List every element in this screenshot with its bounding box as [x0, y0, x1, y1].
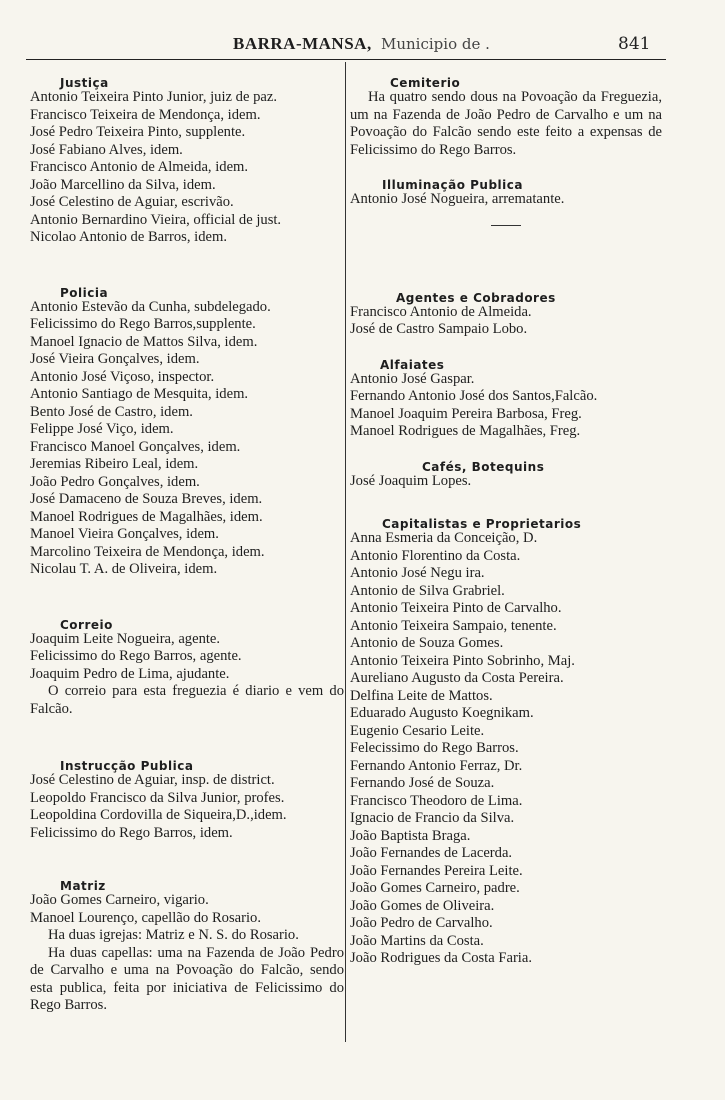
section-list — [30, 89, 344, 247]
list-item: Fernando Antonio José dos Santos,Falcão. — [350, 388, 598, 404]
list-item: José Celestino de Aguiar, escrivão. — [30, 194, 234, 210]
section-heading: Matriz — [60, 879, 106, 893]
list-item: Antonio José Gaspar. — [350, 370, 475, 387]
list-item: João Baptista Braga. — [350, 827, 471, 844]
section-note: Ha duas igrejas: Matriz e N. S. do Rosario. — [48, 927, 299, 943]
section-note: O correio para esta freguezia é diario e vem do Falcão. — [30, 683, 344, 717]
list-item: Delfina Leite de Mattos. — [350, 687, 493, 704]
list-item: João Gomes Carneiro, padre. — [350, 880, 520, 896]
section-list — [30, 631, 344, 684]
list-item: Francisco Antonio de Almeida, idem. — [30, 159, 249, 175]
list-item: José Celestino de Aguiar, insp. de district. — [30, 772, 275, 788]
list-item: Antonio José Nogueira, arrematante. — [350, 191, 565, 207]
section-heading: Correio — [60, 617, 113, 632]
section-cemiterio — [350, 73, 662, 159]
section-heading: Cafés, Botequins — [422, 459, 545, 474]
section-note: Ha quatro sendo dous na Povoação da Freguezia, um na Fazenda de João Pedro de Carvalho e um na Povoação do Falcão sendo este feito a expensas de Felicissimo do Rego Barros. — [350, 89, 662, 158]
list-item: Fernando José de Souza. — [350, 775, 495, 791]
section-list — [350, 191, 662, 209]
section-alfaiates — [350, 355, 662, 441]
list-item: José Joaquim Lopes. — [350, 472, 472, 489]
list-item: Felippe José Viço, idem. — [30, 421, 174, 437]
list-item: José Pedro Teixeira Pinto, supplente. — [30, 124, 246, 140]
section-heading: Capitalistas e Proprietarios — [382, 517, 582, 531]
section-iluminacao — [350, 175, 662, 209]
list-item: João Pedro de Carvalho. — [350, 915, 493, 931]
section-policia — [30, 283, 344, 579]
list-item: Felicissimo do Rego Barros,supplente. — [30, 316, 256, 332]
section-cafes — [350, 457, 662, 491]
list-item: Antonio José Viçoso, inspector. — [30, 368, 215, 385]
list-item: Manoel Rodrigues de Magalhães, idem. — [30, 508, 263, 525]
list-item: Felicissimo do Rego Barros, agente. — [30, 648, 242, 664]
list-item: Eduarado Augusto Koegnikam. — [350, 705, 534, 721]
list-item: José de Castro Sampaio Lobo. — [350, 321, 528, 337]
right-column — [350, 64, 662, 968]
list-item: Anna Esmeria da Conceição, D. — [350, 530, 538, 546]
list-item: Antonio Teixeira Sampaio, tenente. — [350, 617, 557, 634]
list-item: Joaquim Leite Nogueira, agente. — [30, 630, 221, 647]
list-item: Francisco Antonio de Almeida. — [350, 303, 532, 320]
list-item: Nicolau T. A. de Oliveira, idem. — [30, 561, 218, 577]
section-list — [30, 892, 344, 927]
section-list — [350, 530, 662, 968]
section-justica — [30, 73, 344, 247]
list-item: José Damaceno de Souza Breves, idem. — [30, 491, 263, 507]
header-rule — [26, 59, 666, 60]
list-item: Francisco Teixeira de Mendonça, idem. — [30, 106, 261, 123]
list-item: Manoel Lourenço, capellão do Rosario. — [30, 909, 261, 926]
list-item: Jeremias Ribeiro Leal, idem. — [30, 456, 199, 472]
list-item: Manoel Joaquim Pereira Barbosa, Freg. — [350, 405, 582, 422]
section-heading: Justiça — [60, 76, 109, 90]
page-header — [0, 34, 725, 56]
list-item: Manoel Vieira Gonçalves, idem. — [30, 526, 219, 542]
list-item: João Martins da Costa. — [350, 932, 484, 949]
list-item: Antonio Florentino da Costa. — [350, 547, 521, 564]
list-item: João Fernandes de Lacerda. — [350, 845, 513, 861]
list-item: Manoel Ignacio de Mattos Silva, idem. — [30, 333, 258, 350]
list-item: Antonio Teixeira Pinto de Carvalho. — [350, 600, 562, 616]
list-item: Antonio José Negu ira. — [350, 565, 485, 581]
list-item: Antonio Estevão da Cunha, subdelegado. — [30, 298, 271, 315]
page-subtitle: Municipio de . — [381, 35, 490, 53]
section-correio — [30, 615, 344, 719]
list-item: Leopoldina Cordovilla de Siqueira,D.,idem. — [30, 807, 287, 823]
list-item: Eugenio Cesario Leite. — [350, 722, 485, 739]
page-number: 841 — [618, 34, 651, 54]
list-item: João Fernandes Pereira Leite. — [350, 862, 523, 879]
list-item: José Vieira Gonçalves, idem. — [30, 351, 200, 367]
section-list — [30, 772, 344, 842]
column-divider — [345, 62, 346, 1042]
section-note: Ha duas capellas: uma na Fazenda de João Pedro de Carvalho e uma na Povoação do Falcão, sendo esta publica, feita por iniciativa de Felicissimo do Rego Barros. — [30, 944, 344, 1013]
list-item: Antonio Teixeira Pinto Sobrinho, Maj. — [350, 652, 575, 669]
section-capitalistas — [350, 514, 662, 968]
list-item: Joaquim Pedro de Lima, ajudante. — [30, 665, 230, 682]
section-instrucao — [30, 756, 344, 842]
section-heading: Policia — [60, 285, 109, 300]
list-item: Aureliano Augusto da Costa Pereira. — [350, 670, 564, 686]
list-item: Antonio Teixeira Pinto Junior, juiz de paz. — [30, 89, 277, 105]
list-item: João Gomes Carneiro, vigario. — [30, 892, 209, 908]
section-list — [30, 299, 344, 579]
section-heading: Instrucção Publica — [60, 759, 194, 773]
list-item: Marcolino Teixeira de Mendonça, idem. — [30, 543, 265, 560]
page-title: BARRA-MANSA, — [233, 34, 372, 53]
section-heading: Alfaiates — [380, 357, 445, 372]
list-item: João Pedro Gonçalves, idem. — [30, 473, 200, 490]
left-column — [30, 64, 344, 1015]
list-item: Felecissimo do Rego Barros. — [350, 740, 519, 756]
list-item: Antonio Santiago de Mesquita, idem. — [30, 386, 249, 402]
section-heading: Agentes e Cobradores — [396, 290, 556, 305]
list-item: José Fabiano Alves, idem. — [30, 141, 183, 158]
section-agentes — [350, 288, 662, 339]
list-item: João Gomes de Oliveira. — [350, 897, 495, 914]
list-item: Francisco Theodoro de Lima. — [350, 792, 523, 809]
list-item: Francisco Manoel Gonçalves, idem. — [30, 438, 241, 455]
list-item: Bento José de Castro, idem. — [30, 403, 193, 420]
divider-rule — [491, 225, 521, 226]
list-item: Antonio de Silva Grabriel. — [350, 582, 505, 599]
list-item: Fernando Antonio Ferraz, Dr. — [350, 757, 523, 774]
section-heading: Cemiterio — [390, 76, 461, 90]
list-item: Leopoldo Francisco da Silva Junior, profes. — [30, 789, 285, 806]
list-item: João Rodrigues da Costa Faria. — [350, 950, 532, 966]
list-item: Manoel Rodrigues de Magalhães, Freg. — [350, 423, 581, 439]
list-item: João Marcellino da Silva, idem. — [30, 176, 216, 193]
section-heading: Illuminação Publica — [382, 178, 523, 192]
list-item: Antonio de Souza Gomes. — [350, 635, 504, 651]
list-item: Ignacio de Francio da Silva. — [350, 810, 515, 826]
section-matriz — [30, 876, 344, 1015]
list-item: Antonio Bernardino Vieira, official de just. — [30, 211, 282, 228]
section-list — [350, 304, 662, 339]
list-item: Nicolao Antonio de Barros, idem. — [30, 229, 227, 245]
list-item: Felicissimo do Rego Barros, idem. — [30, 824, 233, 841]
section-list — [350, 371, 662, 441]
